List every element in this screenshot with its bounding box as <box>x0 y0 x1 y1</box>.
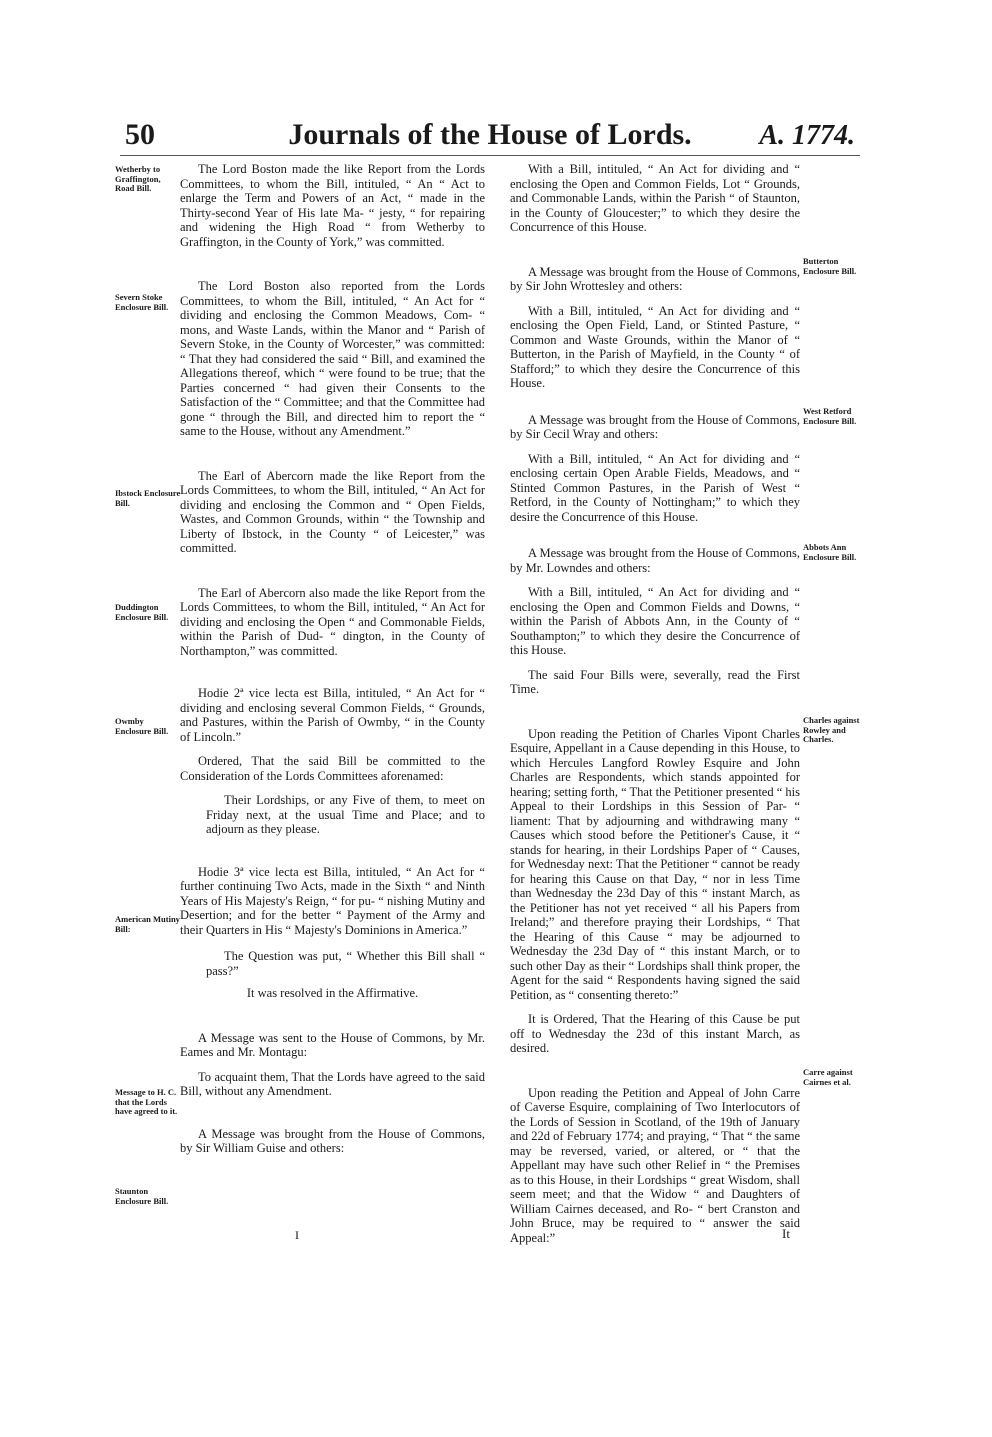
paragraph: A Message was brought from the House of Commons, by Sir Cecil Wray and others: <box>510 412 800 441</box>
margin-note: Message to H. C. that the Lords have agreed to it. <box>115 1087 178 1116</box>
paragraph: The Lord Boston made the like Report from the Lords Committees, to whom the Bill, intituled, “ An “ Act to enlarge the Term and Powers of an Act, “ made in the Thirty-second Year of His late Ma- “ jesty, “ for repairing and widening the High Road “ from Wetherby to Graffington, in the County of York,” was committed. <box>180 162 485 249</box>
paragraph: Upon reading the Petition and Appeal of John Carre of Caverse Esquire, complaining of Two Interlocutors of the Lords of Session in Scotland, of the 19th of January and 22d of February 1774; and praying, “ That “ the same may be reversed, varied, or altered, or “ that the Appellant may have such other Relief in “ the Premises as to this House, in their Lordships “ great Wisdom, shall seem meet; and that the Widow “ and Daughters of William Cairnes deceased, and Ro- “ bert Cranston and John Bruce, may be required to “ answer the said Appeal:” <box>510 1085 800 1245</box>
margin-note: Butterton Enclosure Bill. <box>803 256 857 276</box>
paragraph: The Question was put, “ Whether this Bill shall “ pass?” <box>206 949 485 978</box>
paragraph: The Lord Boston also reported from the Lords Committees, to whom the Bill, intituled, “ An Act for “ dividing and enclosing the Common Meadows, Com- “ mons, and Waste Lands, within the Manor and “ Parish of Severn Stoke, in the County of Worcester,” was committed: “ That they had considered the said “ Bill, and examined the Allegations thereof, which “ were found to be true; that the Parties concerned “ had given their Consents to the Satisfaction of the “ Committee; and that the Committee had gone “ through the Bill, and directed him to report the “ same to the House, without any Amendment.” <box>180 279 485 438</box>
paragraph: The Earl of Abercorn made the like Report from the Lords Committees, to whom the Bill, intituled, “ An Act for dividing and enclosing the Common and “ Open Fields, Wastes, and Common Grounds, within “ the Township and Liberty of Ibstock, in the County “ of Leicester,” was committed. <box>180 468 485 555</box>
margin-note: American Mutiny Bill: <box>115 914 180 934</box>
paragraph: Hodie 2ª vice lecta est Billa, intituled, “ An Act for “ dividing and enclosing several Common Fields, “ Grounds, and Pastures, within the Parish of Owmby, “ in the County of Lincoln.” <box>180 686 485 744</box>
catchword: It <box>782 1226 790 1241</box>
right-column <box>510 160 800 1245</box>
paragraph: A Message was brought from the House of Commons, by Sir William Guise and others: <box>180 1126 485 1155</box>
header-rule <box>120 155 860 156</box>
margin-note: Duddington Enclosure Bill. <box>115 602 169 622</box>
left-column <box>180 160 485 1156</box>
margin-note: Abbots Ann Enclosure Bill. <box>803 542 857 562</box>
paragraph: With a Bill, intituled, “ An Act for dividing and “ enclosing certain Open Arable Fields, Meadows, and “ Stinted Common Pastures, in the Parish of West “ Retford, in the County of Nottingham;” to which they desire the Concurrence of this House. <box>510 451 800 524</box>
margin-note: West Retford Enclosure Bill. <box>803 406 857 426</box>
journal-title: Journals of the House of Lords. <box>288 118 692 151</box>
margin-note: Wetherby to Graffington, Road Bill. <box>115 164 161 193</box>
paragraph: A Message was sent to the House of Commons, by Mr. Eames and Mr. Montagu: <box>180 1030 485 1059</box>
margin-note: Staunton Enclosure Bill. <box>115 1186 169 1206</box>
margin-note: Severn Stoke Enclosure Bill. <box>115 292 169 312</box>
paragraph: Their Lordships, or any Five of them, to meet on Friday next, at the usual Time and Place; and to adjourn as they please. <box>206 793 485 836</box>
paragraph: A Message was brought from the House of Commons, by Mr. Lowndes and others: <box>510 546 800 575</box>
margin-note: Charles against Rowley and Charles. <box>803 715 860 744</box>
paragraph: Upon reading the Petition of Charles Vipont Charles Esquire, Appellant in a Cause depending in this House, to which Hercules Langford Rowley Esquire and John Charles are Respondents, which stands appointed for hearing; setting forth, “ That the Petitioner presented “ his Appeal to their Lordships in this Session of Par- “ liament: That by adjourning and withdrawing many “ Causes which stood before the Petitioner's Cause, it “ stands for hearing, in their Lordships Paper of “ Causes, for Wednesday next: That the Petitioner “ cannot be ready for hearing this Cause on that Day, “ nor in less Time than Wednesday the 23d Day of this “ instant March, as the Petitioner has not yet received “ all his Papers from Ireland;” and therefore praying their Lordships, “ That the Hearing of this Cause “ may be adjourned to Wednesday the 23d Day of “ this instant March, or to such other Day as their “ Lordships shall think proper, the Agent for the said “ Respondents having signed the said Petition, as “ consenting thereto:” <box>510 726 800 1002</box>
paragraph: It was resolved in the Affirmative. <box>246 986 419 1000</box>
paragraph: Ordered, That the said Bill be committed to the Consideration of the Lords Committees aforenamed: <box>180 754 485 783</box>
margin-note: Ibstock Enclosure Bill. <box>115 488 181 508</box>
signature-mark: I <box>295 1228 299 1242</box>
paragraph: A Message was brought from the House of Commons, by Sir John Wrottesley and others: <box>510 264 800 293</box>
paragraph: Hodie 3ª vice lecta est Billa, intituled, “ An Act for “ further continuing Two Acts, made in the Sixth “ and Ninth Years of His Majesty's Reign, “ for pu- “ nishing Mutiny and Desertion; and for the better “ Payment of the Army and their Quarters in His “ Majesty's Dominions in America.” <box>180 864 485 937</box>
paragraph: With a Bill, intituled, “ An Act for dividing and “ enclosing the Open and Common Fields and Downs, “ within the Parish of Abbots Ann, in the County of “ Southampton;” to which they desire the Concurrence of this House. <box>510 585 800 657</box>
paragraph: It is Ordered, That the Hearing of this Cause be put off to Wednesday the 23d of this instant March, as desired. <box>510 1012 800 1055</box>
paragraph: The Earl of Abercorn also made the like Report from the Lords Committees, to whom the Bill, intituled, “ An Act for dividing and enclosing the Open “ and Commonable Fields, within the Parish of Dud- “ dington, in the County of Northampton,” was committed. <box>180 585 485 658</box>
margin-note: Owmby Enclosure Bill. <box>115 716 169 736</box>
paragraph: To acquaint them, That the Lords have agreed to the said Bill, without any Amendment. <box>180 1069 485 1098</box>
year-label: A. 1774. <box>759 120 855 151</box>
margin-note: Carre against Cairnes et al. <box>803 1067 853 1087</box>
paragraph: With a Bill, intituled, “ An Act for dividing and “ enclosing the Open Field, Land, or Stinted Pasture, “ Common and Waste Grounds, within the Manor of “ Butterton, in the Parish of Mayfield, in the County “ of Stafford;” to which they desire the Concurrence of this House. <box>510 303 800 390</box>
paragraph: With a Bill, intituled, “ An Act for dividing and “ enclosing the Open and Common Fields, Lot “ Grounds, and Commonable Lands, within the Parish “ of Staunton, in the County of Gloucester;” to which they desire the Concurrence of this House. <box>510 162 800 234</box>
page-number: 50 <box>125 118 155 151</box>
paragraph: The said Four Bills were, severally, read the First Time. <box>510 667 800 696</box>
page-header <box>125 118 855 154</box>
